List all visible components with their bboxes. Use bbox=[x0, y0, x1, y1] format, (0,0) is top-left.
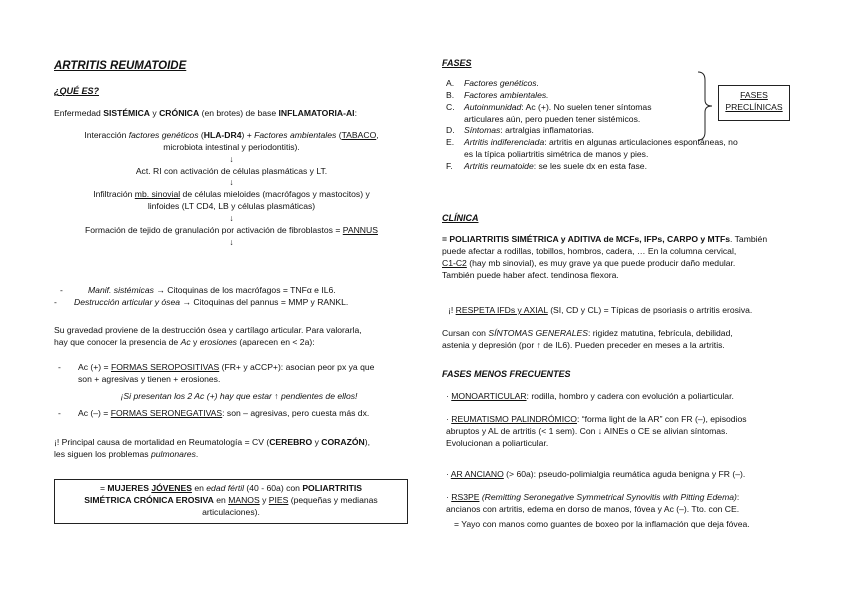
flow-step-interaction: Interacción factores genéticos (HLA-DR4) + Factores ambientales (TABACO, bbox=[84, 130, 379, 140]
page-title: ARTRITIS REUMATOIDE bbox=[54, 60, 187, 72]
severity-line2: hay que conocer la presencia de Ac y erosiones (aparecen en < 2a): bbox=[54, 336, 315, 347]
rs3pe-line1: · RS3PE (Remitting Seronegative Symmetrical Synovitis with Pitting Edema): bbox=[446, 492, 740, 502]
manifestations-list bbox=[54, 285, 409, 309]
flow-step-pannus: Formación de tejido de granulación por activación de fibroblastos = PANNUS bbox=[85, 224, 378, 235]
summary-line2: SIMÉTRICA CRÓNICA EROSIVA en MANOS y PIES (pequeñas y medianas bbox=[84, 495, 378, 506]
reumatismo-item bbox=[446, 414, 797, 450]
list-item-continuation: son + agresivas y tienen + erosiones. bbox=[78, 373, 221, 384]
section-menos-frecuentes-heading: FASES MENOS FRECUENTES bbox=[442, 369, 571, 379]
phase-item-f: F. Artritis reumatoide: se les suele dx en esta fase. bbox=[446, 161, 647, 172]
severity-line1: Su gravedad proviene de la destrucción ósea y cartílago articular. Para valorarla, bbox=[54, 325, 362, 335]
clinica-line2: puede afectar a rodillas, tobillos, hombros, cadera, … En la columna cervical, bbox=[442, 245, 737, 256]
section-que-es-heading: ¿QUÉ ES? bbox=[54, 86, 100, 96]
summary-line3: articulaciones). bbox=[202, 507, 260, 518]
severity-text bbox=[54, 325, 414, 349]
clinica-line3: C1-C2 (hay mb sinovial), es muy grave ya que puede producir daño medular. bbox=[442, 257, 736, 268]
list-item: - Manif. sistémicas → Citoquinas de los macrófagos = TNFα e IL6. bbox=[60, 285, 336, 295]
phase-item-c: C. Autoinmunidad: Ac (+). No suelen tener síntomas articulares aún, pero pueden tener sistémicos. bbox=[446, 101, 652, 124]
preclinical-label-2: PRECLÍNICAS bbox=[725, 102, 783, 113]
seropositive-note: ¡Si presentan los 2 Ac (+) hay que estar ↑ pendientes de ellos! bbox=[120, 390, 358, 401]
symptoms-line1: Cursan con SÍNTOMAS GENERALES: rigidez matutina, febrícula, debilidad, bbox=[442, 328, 733, 338]
flow-arrow: ↓ bbox=[229, 153, 234, 164]
list-item: - Ac (+) = FORMAS SEROPOSITIVAS (FR+ y aCCP+): asocian peor px ya que bbox=[58, 362, 375, 372]
mortality-line1: ¡! Principal causa de mortalidad en Reumatología = CV (CEREBRO y CORAZÓN), bbox=[54, 437, 370, 447]
list-item: - Destrucción articular y ósea → Citoquinas del pannus = MMP y RANKL. bbox=[54, 296, 349, 307]
symptoms-line2: astenia y depresión (por ↑ de IL6). Pueden preceder en meses a la artritis. bbox=[442, 339, 725, 350]
serology-list bbox=[54, 362, 414, 419]
flow-step-infiltration-line2: linfoides (LT CD4, LB y células plasmáticas) bbox=[147, 201, 316, 212]
mortality-text bbox=[54, 437, 414, 461]
clinica-text bbox=[442, 234, 797, 281]
rs3pe-item bbox=[446, 492, 797, 531]
clinica-line1: = POLIARTRITIS SIMÉTRICA y ADITIVA de MCFs, IFPs, CARPO y MTFs. También bbox=[442, 234, 768, 244]
summary-line1: = MUJERES JÓVENES en edad fértil (40 - 60a) con POLIARTRITIS bbox=[99, 483, 362, 493]
flow-arrow: ↓ bbox=[229, 177, 234, 188]
definition-text: Enfermedad SISTÉMICA y CRÓNICA (en brotes) de base INFLAMATORIA-AI: bbox=[54, 108, 357, 118]
section-fases-heading: FASES bbox=[442, 58, 472, 68]
flow-arrow: ↓ bbox=[229, 213, 234, 224]
flow-step-infiltration: Infiltración mb. sinovial de células mieloides (macrófagos y mastocitos) y bbox=[93, 189, 370, 200]
brace-icon bbox=[696, 70, 716, 142]
section-clinica-heading: CLÍNICA bbox=[442, 213, 479, 223]
preclinical-phases-box bbox=[718, 85, 790, 121]
clinica-line4: También puede haber afect. tendinosa flexora. bbox=[442, 269, 619, 280]
anciano-item: · AR ANCIANO (> 60a): pseudo-polimialgia reumática aguda benigna y FR (–). bbox=[446, 469, 746, 479]
phase-item-b: B. Factores ambientales. bbox=[446, 89, 549, 100]
phase-item-d: D. Síntomas: artralgias inflamatorias. bbox=[446, 125, 594, 136]
rs3pe-line2: ancianos con artritis, edema en dorso de manos, fóvea y Ac (–). Tto. con CE. bbox=[446, 503, 740, 514]
phase-item-e: E. Artritis indiferenciada: artritis en algunas articulaciones espontáneas, no es la típica poliartritis simétrica de manos y pies. bbox=[446, 137, 738, 160]
preclinical-label-1: FASES bbox=[740, 90, 768, 100]
flow-step-activation: Act. RI con activación de células plasmáticas y LT. bbox=[135, 165, 328, 176]
pathogenesis-flow bbox=[54, 130, 409, 249]
rs3pe-line3: = Yayo con manos como guantes de boxeo por la inflamación que deja fóvea. bbox=[454, 518, 750, 529]
mortality-line2: les siguen los problemas pulmonares. bbox=[54, 448, 199, 459]
reumatismo-line1: · REUMATISMO PALINDRÓMICO: “forma light de la AR” con FR (–), episodios bbox=[446, 414, 747, 424]
list-item: - Ac (–) = FORMAS SERONEGATIVAS: son – agresivas, pero cuesta más dx. bbox=[58, 407, 370, 418]
flow-arrow: ↓ bbox=[229, 236, 234, 247]
phase-item-a: A. Factores genéticos. bbox=[446, 78, 539, 88]
reumatismo-line2: abruptos y AL de artritis (< 1 sem). Con ↓ AINEs o CE se alivian síntomas. bbox=[446, 425, 728, 436]
summary-box bbox=[54, 479, 408, 524]
reumatismo-line3: Evolucionan a poliarticular. bbox=[446, 437, 549, 448]
general-symptoms-text bbox=[442, 328, 797, 352]
flow-step-interaction-line2: microbiota intestinal y periodontitis). bbox=[163, 141, 300, 152]
mono-item: · MONOARTICULAR: rodilla, hombro y cadera con evolución a poliarticular. bbox=[446, 391, 734, 401]
respeta-note: ¡! RESPETA IFDs y AXIAL (SI, CD y CL) = Típicas de psoriasis o artritis erosiva. bbox=[448, 305, 753, 315]
